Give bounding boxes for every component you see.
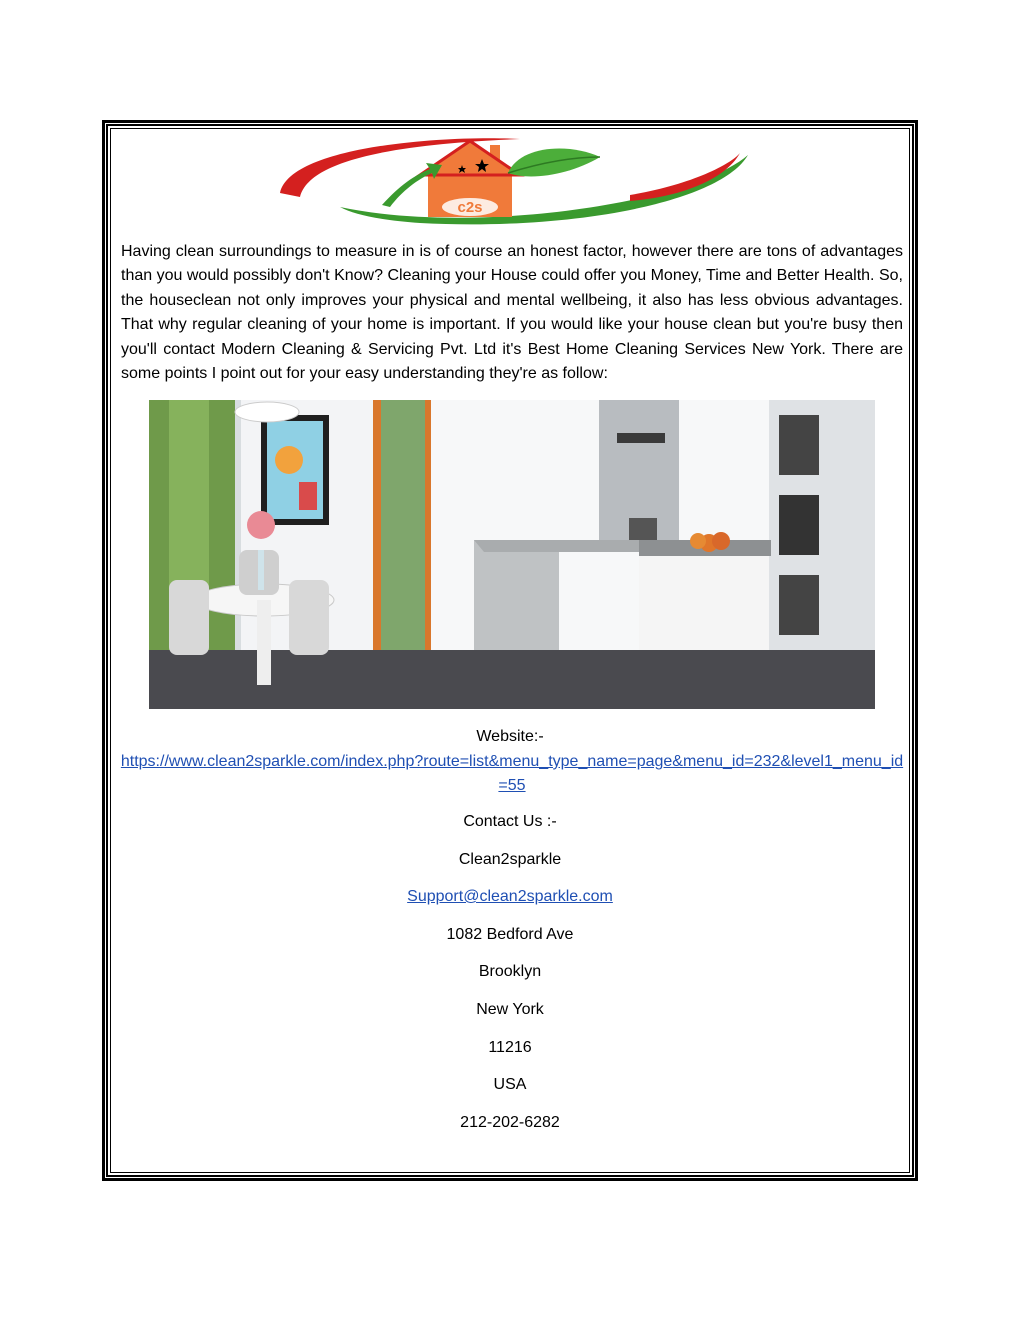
email-link[interactable]: Support@clean2sparkle.com [407,888,613,905]
company-logo [270,135,750,227]
zip-code: 11216 [488,1039,532,1056]
state: New York [476,1001,544,1018]
logo-text: c2s [457,199,483,216]
country: USA [493,1076,527,1093]
phone-number: 212-202-6282 [460,1114,560,1131]
email-line [110,888,910,906]
city: Brooklyn [478,963,542,980]
intro-paragraph: Having clean surroundings to measure in is of course an honest factor, however there are tons of advantages than you would possibly don't Know? Cleaning your House could offer you Money, Time and Better Health. So, the houseclean not only improves your physical and mental wellbeing, it also has less obvious advantages. That why regular cleaning of your home is important. If you would like your house clean but you're busy then you'll contact Modern Cleaning & Servicing Pvt. Ltd it's Best Home Cleaning Services New York. There are some points I point out for your easy understanding they're as follow: [121,243,903,383]
website-label: Website:- [476,728,544,745]
website-link[interactable]: https://www.clean2sparkle.com/index.php?route=list&menu_type_name=page&menu_id=232&level1_menu_id=55 [120,753,904,794]
contact-heading: Contact Us :- [463,813,557,830]
company-name: Clean2sparkle [458,851,562,868]
kitchen-photo [149,400,875,709]
street-address: 1082 Bedford Ave [446,926,574,943]
